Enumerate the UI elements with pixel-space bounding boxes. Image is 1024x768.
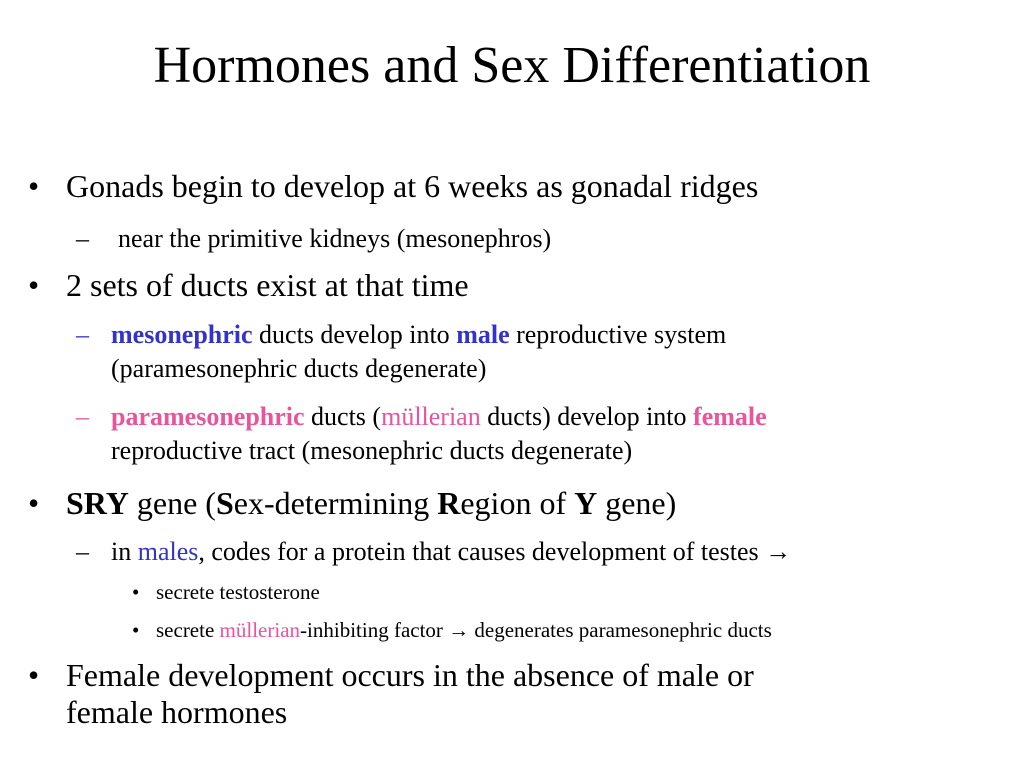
dash-marker: – <box>76 320 89 349</box>
text-span: in <box>111 537 138 566</box>
bullet-marker: • <box>28 657 40 693</box>
bullet-text: Gonads begin to develop at 6 weeks as gonadal ridges <box>66 168 759 204</box>
bullet-text: 2 sets of ducts exist at that time <box>66 267 469 303</box>
bullet-text <box>66 657 986 731</box>
letter-s: S <box>215 485 234 521</box>
sub-bullet-text <box>111 535 1011 569</box>
text-span: reproductive system <box>509 320 727 349</box>
term-sry: SRY <box>66 485 129 521</box>
text-span: gene ( <box>128 485 216 521</box>
bullet-marker: • <box>132 580 140 604</box>
term-mullerian: müllerian <box>381 402 481 431</box>
bullet-marker: • <box>28 267 40 303</box>
term-males: males <box>137 537 199 566</box>
sub-sub-bullet-text <box>156 617 1016 643</box>
bullet-marker: • <box>28 168 40 204</box>
term-mesonephric: mesonephric <box>111 320 253 349</box>
dash-marker: – <box>76 402 89 431</box>
text-span: -inhibiting factor → degenerates paramesonephric ducts <box>300 618 772 642</box>
sub-bullet-line-2: (paramesonephric ducts degenerate) <box>111 354 487 383</box>
sub-bullet-line-1 <box>111 320 726 349</box>
text-span: , codes for a protein that causes development of testes → <box>198 537 792 566</box>
text-span: gene) <box>597 485 677 521</box>
text-span: ducts) develop into <box>480 402 694 431</box>
letter-y: Y <box>574 485 598 521</box>
text-span: secrete <box>156 618 220 642</box>
sub-bullet-line-2: reproductive tract (mesonephric ducts degenerate) <box>111 436 633 465</box>
sub-bullet-text <box>111 400 1011 468</box>
bullet-marker: • <box>28 485 40 521</box>
bullet-line-1: Female development occurs in the absence of male or <box>66 657 754 693</box>
sub-sub-bullet-text: secrete testosterone <box>156 580 320 604</box>
bullet-line-2: female hormones <box>66 694 288 730</box>
dash-marker: – <box>76 537 89 566</box>
letter-r: R <box>437 485 461 521</box>
text-span: egion of <box>460 485 575 521</box>
text-span: ducts develop into <box>252 320 457 349</box>
bullet-marker: • <box>132 618 140 642</box>
sub-bullet-text <box>111 318 1011 386</box>
text-span: ex-determining <box>233 485 438 521</box>
slide-title: Hormones and Sex Differentiation <box>153 37 871 94</box>
bullet-text <box>66 485 986 522</box>
text-span: ducts ( <box>304 402 382 431</box>
term-paramesonephric: paramesonephric <box>111 402 305 431</box>
sub-bullet-line-1 <box>111 402 767 431</box>
term-mullerian: müllerian <box>219 618 301 642</box>
dash-marker: – <box>76 224 89 253</box>
term-female: female <box>693 402 767 431</box>
sub-bullet-text: near the primitive kidneys (mesonephros) <box>118 224 552 253</box>
term-male: male <box>456 320 510 349</box>
